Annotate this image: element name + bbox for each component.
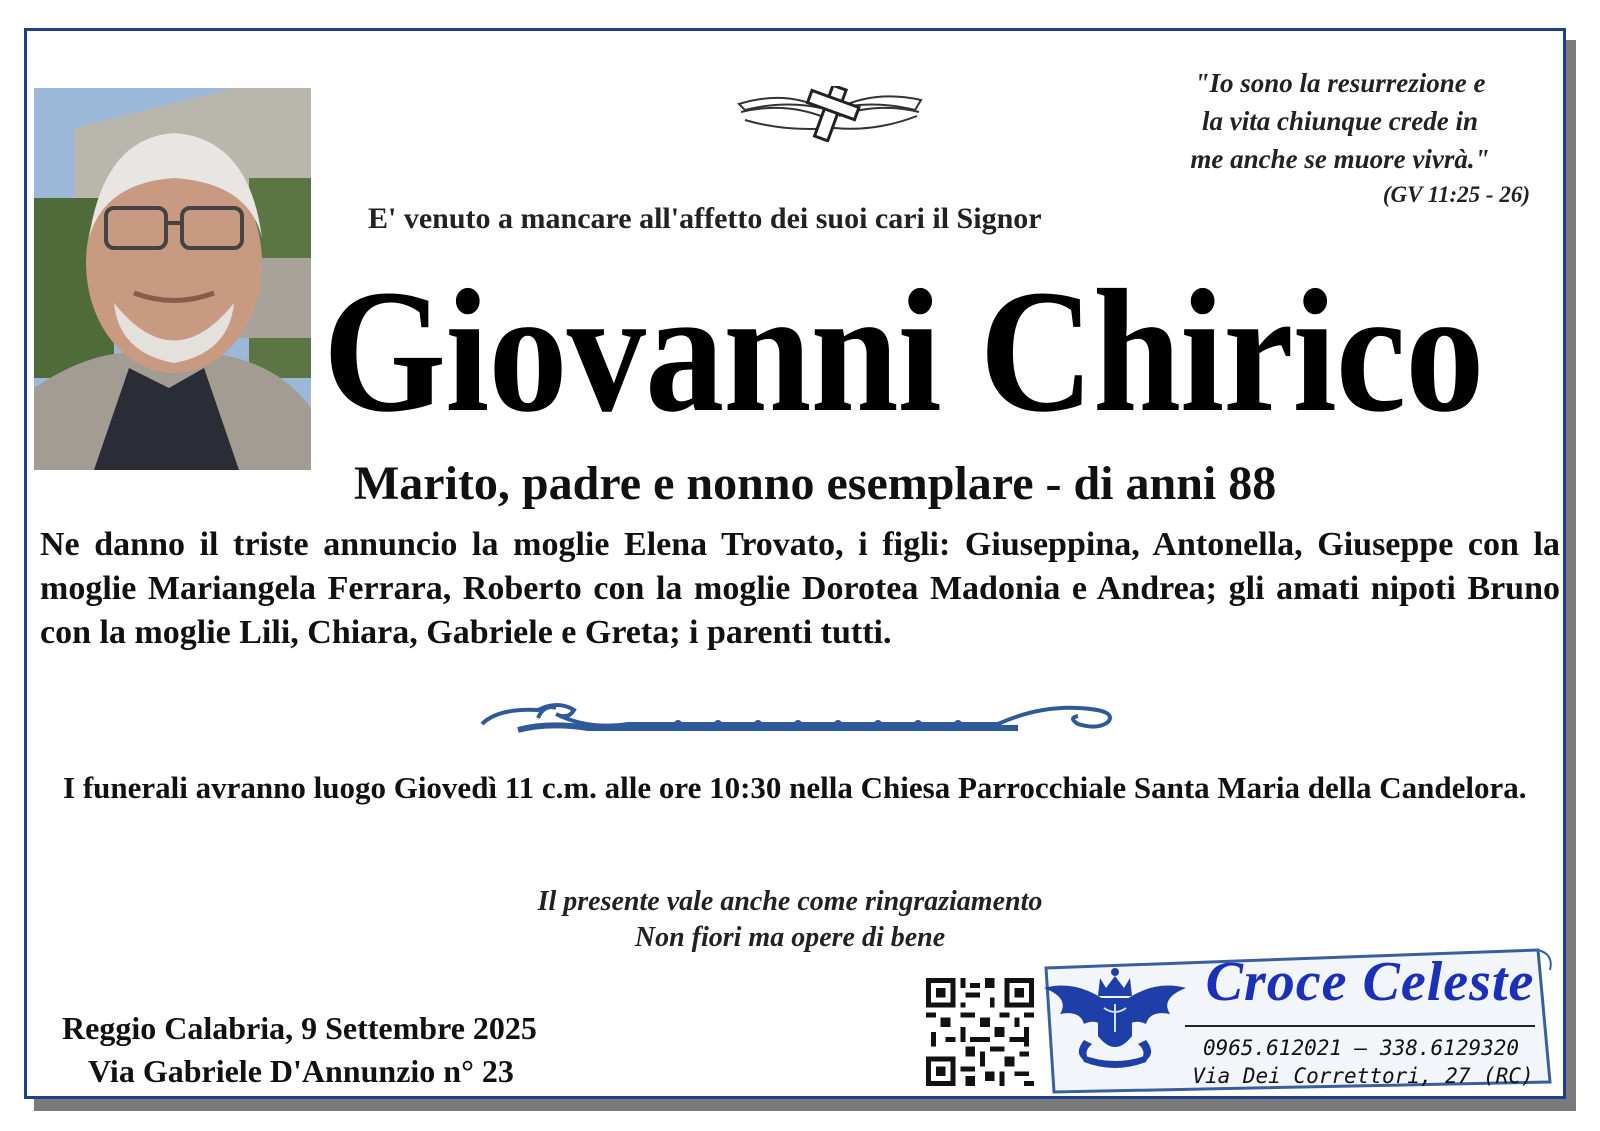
- agency-phone[interactable]: 0965.612021 – 338.6129320: [1202, 1036, 1520, 1060]
- agency-address: Via Dei Correttori, 27 (RC): [1192, 1064, 1534, 1088]
- divider: [1185, 1025, 1535, 1027]
- cross-with-wings-icon: [735, 86, 925, 142]
- place-date: Reggio Calabria, 9 Settembre 2025: [62, 1010, 537, 1046]
- portrait-photo: [34, 88, 311, 470]
- deceased-name: Giovanni Chirico: [323, 254, 1484, 449]
- decorative-divider-icon: [478, 700, 1122, 740]
- funeral-details: I funerali avranno luogo Giovedì 11 c.m. alle ore 10:30 nella Chiesa Parrocchiale Santa Maria della Candelora.: [63, 770, 1527, 805]
- home-address: Via Gabriele D'Annunzio n° 23: [88, 1053, 514, 1089]
- verse-reference: (GV 11:25 - 26): [1382, 182, 1530, 207]
- intro-text: E' venuto a mancare all'affetto dei suoi cari il Signor: [368, 202, 1042, 235]
- qr-code-icon[interactable]: [925, 978, 1035, 1086]
- announcement-paragraph: Ne danno il triste annuncio la moglie Elena Trovato, i figli: Giuseppina, Antonella, Giuseppe con la moglie Mariangela Ferrara, Roberto con la moglie Dorotea Madonia e Andrea; gli amati nipoti Bruno con la moglie Lili, Chiara, Gabriele e Greta; i parenti tutti.: [40, 526, 1560, 651]
- winged-crest-icon: [1040, 958, 1190, 1078]
- thanks-line: Il presente vale anche come ringraziamento: [537, 886, 1043, 917]
- thanks-line: Non fiori ma opere di bene: [634, 922, 946, 953]
- deceased-subtitle: Marito, padre e nonno esemplare - di anni 88: [354, 457, 1277, 510]
- bible-verse: [1140, 64, 1540, 178]
- agency-name: Croce Celeste: [1205, 951, 1535, 1013]
- verse-line: "Io sono la resurrezione e: [1194, 68, 1486, 98]
- verse-line: la vita chiunque crede in: [1202, 106, 1478, 136]
- verse-line: me anche se muore vivrà.": [1190, 144, 1490, 174]
